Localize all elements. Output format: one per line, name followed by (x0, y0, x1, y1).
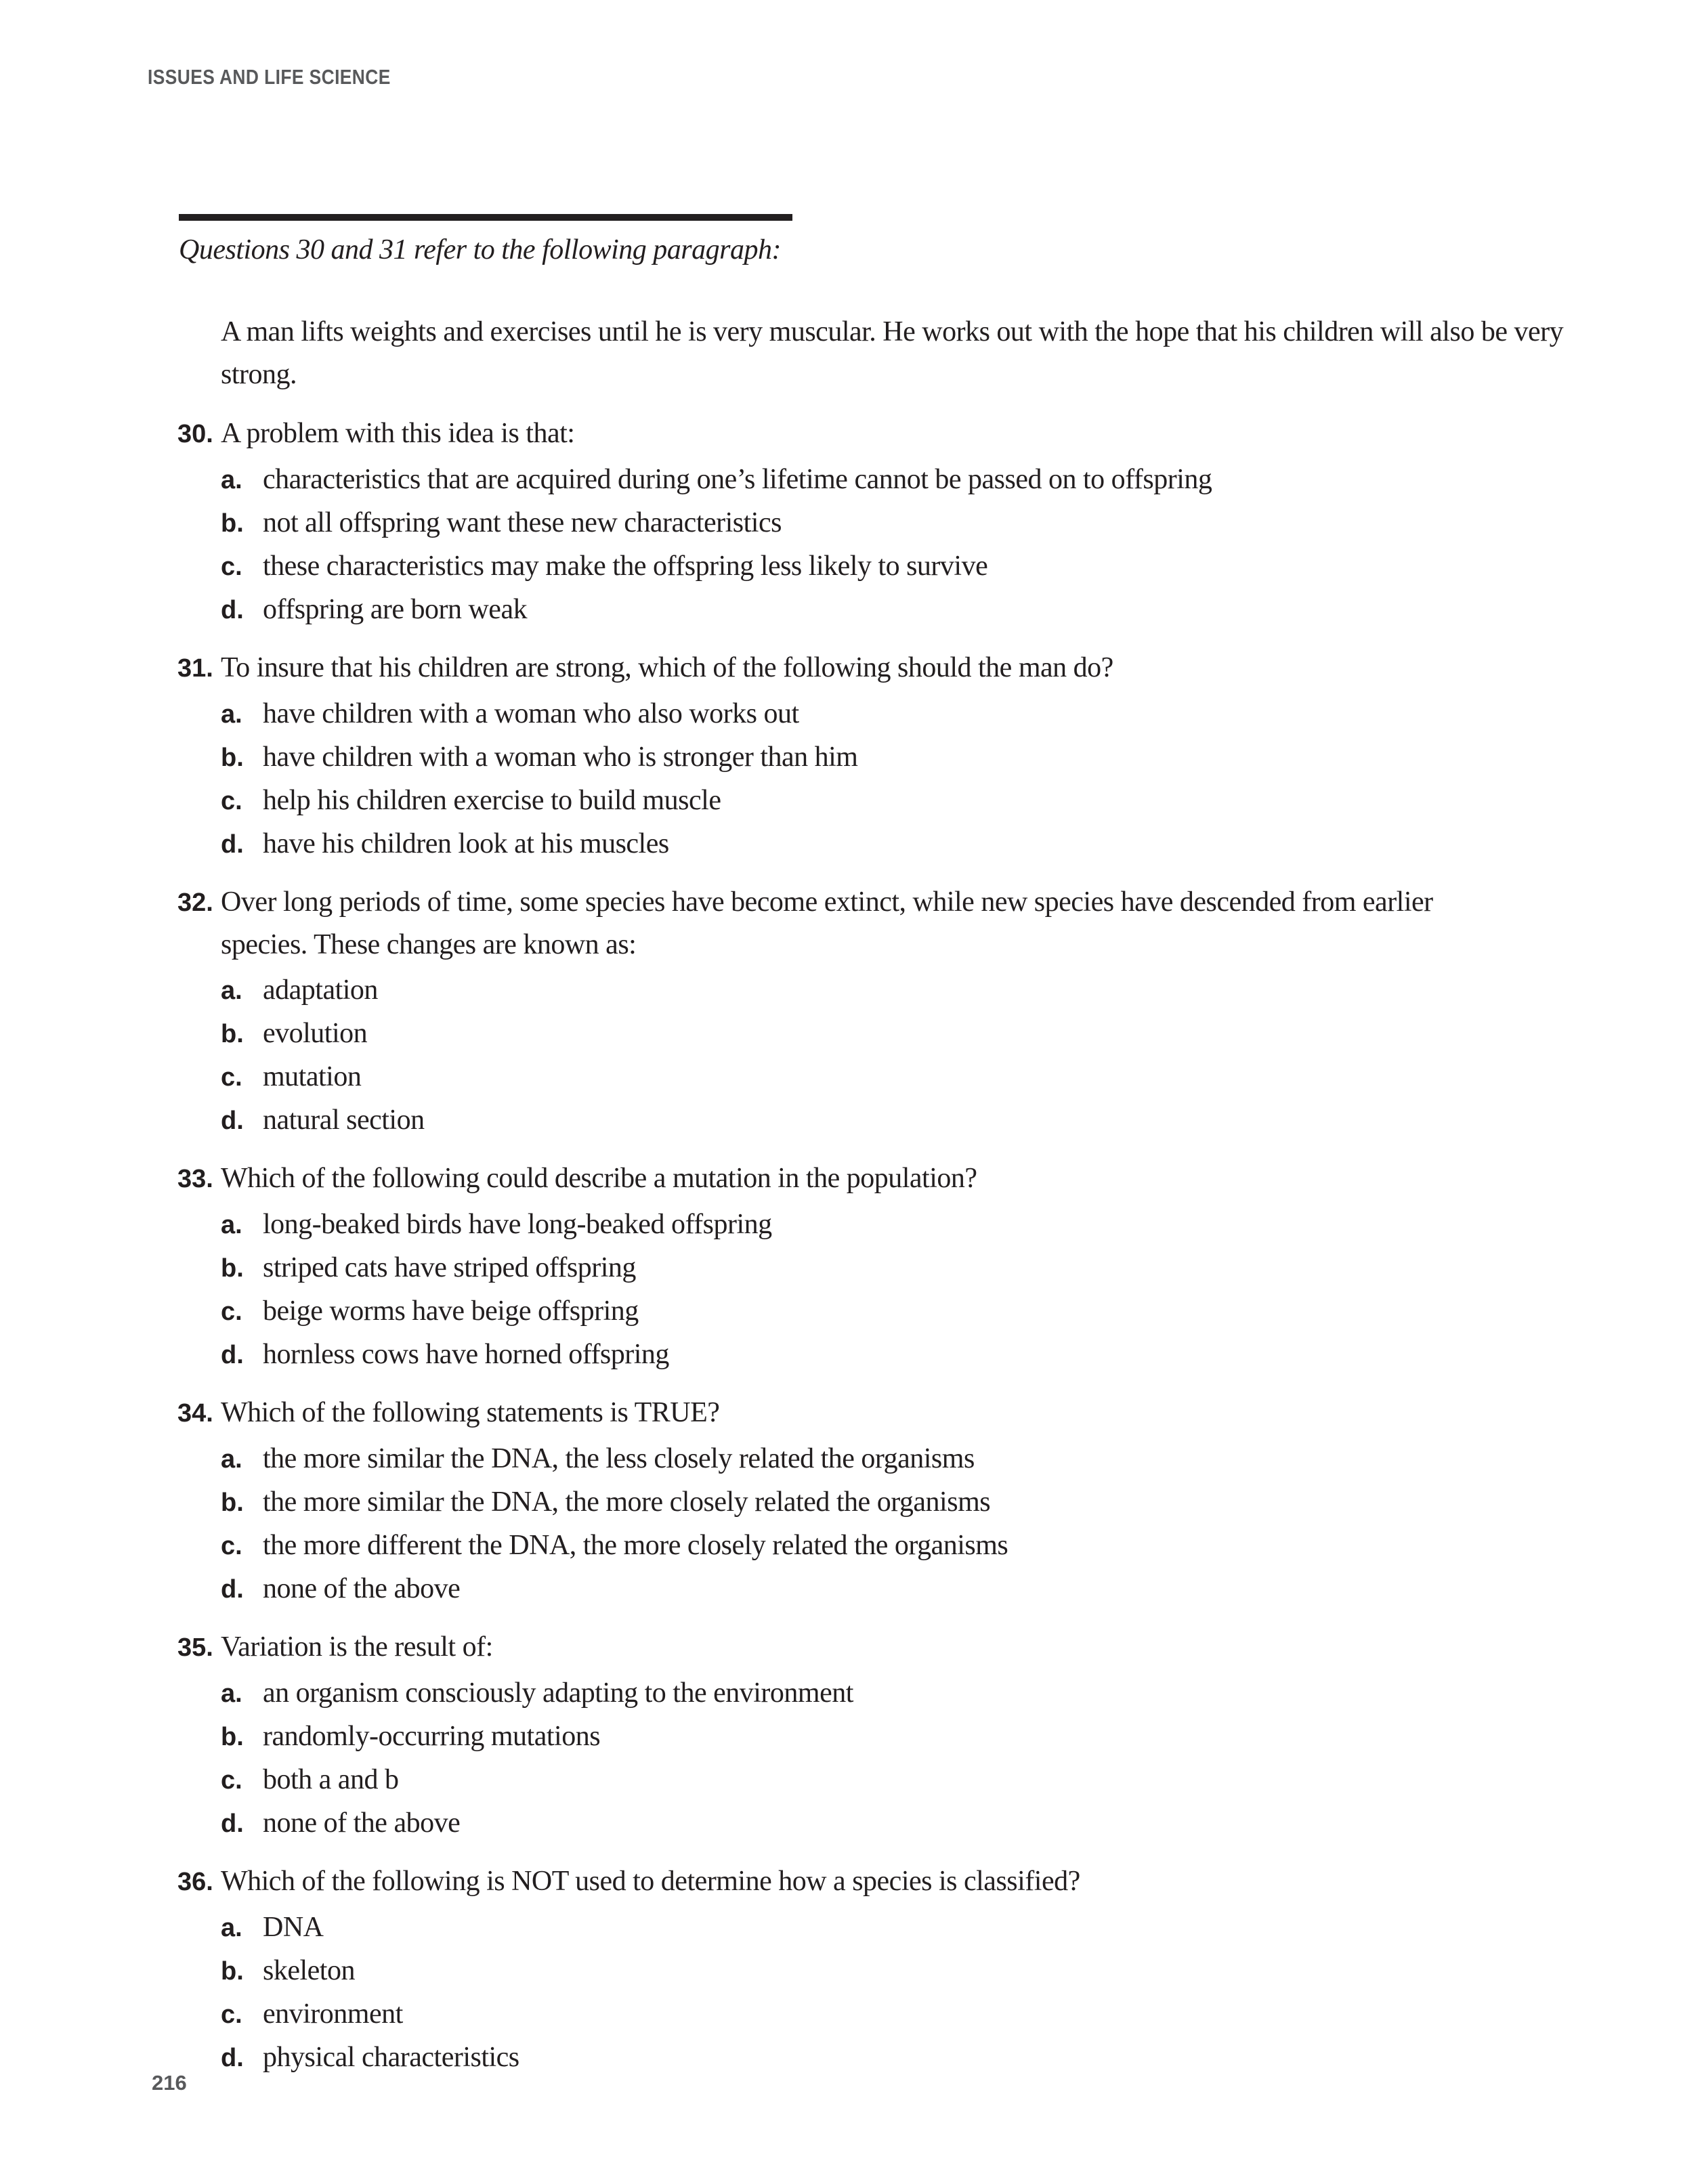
option-text: characteristics that are acquired during one’s lifetime cannot be passed on to offspring (263, 464, 1212, 495)
option-letter: b. (221, 509, 244, 538)
option-letter: b. (221, 744, 244, 772)
option-b (221, 1715, 1525, 1759)
option-d (221, 1333, 1525, 1377)
option-letter: a. (221, 977, 242, 1005)
option-c (221, 1993, 1525, 2036)
option-a (221, 1906, 1525, 1950)
option-b (221, 1012, 1525, 1056)
option-text: the more similar the DNA, the more closely related the organisms (263, 1486, 991, 1518)
option-a (221, 458, 1525, 502)
question-34 (177, 1392, 1525, 1611)
question-text: Over long periods of time, some species have become extinct, while new species have descended from earlier species. These changes are known as: (221, 886, 1433, 960)
option-letter: d. (221, 830, 244, 859)
option-letter: b. (221, 1020, 244, 1048)
question-row (177, 412, 1525, 456)
option-text: both a and b (263, 1764, 399, 1795)
question-text: Variation is the result of: (221, 1631, 493, 1663)
option-text: evolution (263, 1018, 368, 1049)
option-text: an organism consciously adapting to the environment (263, 1677, 853, 1709)
option-letter: c. (221, 787, 242, 815)
question-32 (177, 881, 1525, 1142)
option-text: have children with a woman who is stronger than him (263, 742, 858, 773)
option-text: long-beaked birds have long-beaked offspring (263, 1209, 772, 1240)
option-b (221, 736, 1525, 779)
option-letter: c. (221, 1766, 242, 1795)
option-letter: d. (221, 1810, 244, 1838)
option-letter: c. (221, 1063, 242, 1092)
question-row (177, 647, 1525, 690)
option-text: mutation (263, 1061, 362, 1092)
question-list (177, 412, 1525, 2080)
option-c (221, 545, 1525, 588)
option-d (221, 1568, 1525, 1611)
page-number: 216 (152, 2071, 187, 2095)
option-text: natural section (263, 1105, 425, 1136)
question-number: 33. (177, 1165, 213, 1193)
option-letter: a. (221, 700, 242, 729)
question-33 (177, 1157, 1525, 1377)
question-36 (177, 1860, 1525, 2080)
option-c (221, 1524, 1525, 1568)
option-d (221, 1099, 1525, 1142)
option-letter: c. (221, 553, 242, 581)
option-text: randomly-occurring mutations (263, 1721, 601, 1752)
option-text: the more similar the DNA, the less closely related the organisms (263, 1443, 975, 1474)
option-text: none of the above (263, 1573, 461, 1604)
question-row (177, 1626, 1525, 1669)
option-text: adaptation (263, 975, 378, 1006)
question-text: Which of the following statements is TRUE? (221, 1397, 720, 1428)
option-text: hornless cows have horned offspring (263, 1339, 669, 1370)
question-number: 36. (177, 1868, 213, 1896)
option-letter: c. (221, 2000, 242, 2029)
option-text: help his children exercise to build muscle (263, 785, 721, 816)
option-a (221, 1203, 1525, 1247)
option-letter: b. (221, 1723, 244, 1751)
option-letter: d. (221, 1575, 244, 1604)
option-letter: c. (221, 1298, 242, 1326)
option-text: skeleton (263, 1955, 355, 1986)
option-a (221, 1672, 1525, 1715)
option-a (221, 1438, 1525, 1481)
option-letter: c. (221, 1532, 242, 1560)
option-c (221, 1759, 1525, 1802)
question-35 (177, 1626, 1525, 1845)
option-c (221, 1290, 1525, 1333)
option-b (221, 1247, 1525, 1290)
section-divider-rule (179, 214, 792, 221)
question-row (177, 1157, 1525, 1201)
reference-note: Questions 30 and 31 refer to the following paragraph: (179, 234, 781, 265)
running-header: ISSUES AND LIFE SCIENCE (148, 65, 391, 89)
option-c (221, 779, 1525, 823)
question-number: 35. (177, 1633, 213, 1662)
question-31 (177, 647, 1525, 866)
question-number: 34. (177, 1399, 213, 1428)
option-letter: d. (221, 596, 244, 624)
reading-passage: A man lifts weights and exercises until he is very muscular. He works out with the hope that his children will also be very strong. (221, 316, 1564, 390)
option-text: physical characteristics (263, 2042, 519, 2073)
option-text: have his children look at his muscles (263, 828, 669, 859)
option-text: DNA (263, 1912, 324, 1943)
option-letter: a. (221, 1679, 242, 1708)
option-text: offspring are born weak (263, 594, 528, 625)
option-text: not all offspring want these new characteristics (263, 507, 782, 538)
option-text: these characteristics may make the offspring less likely to survive (263, 551, 988, 582)
option-d (221, 588, 1525, 632)
option-text: beige worms have beige offspring (263, 1296, 639, 1327)
option-d (221, 823, 1525, 866)
option-text: the more different the DNA, the more closely related the organisms (263, 1530, 1008, 1561)
option-b (221, 1481, 1525, 1524)
option-letter: a. (221, 466, 242, 494)
question-text: Which of the following is NOT used to determine how a species is classified? (221, 1866, 1080, 1897)
option-a (221, 693, 1525, 736)
page-content (177, 214, 1564, 2080)
option-text: environment (263, 1998, 403, 2030)
question-number: 30. (177, 420, 213, 448)
option-letter: b. (221, 1489, 244, 1517)
option-letter: a. (221, 1211, 242, 1239)
option-d (221, 2036, 1525, 2080)
question-30 (177, 412, 1525, 632)
question-text: To insure that his children are strong, which of the following should the man do? (221, 652, 1113, 683)
question-row (177, 881, 1525, 966)
option-letter: b. (221, 1957, 244, 1986)
option-b (221, 502, 1525, 545)
option-letter: b. (221, 1254, 244, 1283)
option-text: striped cats have striped offspring (263, 1252, 636, 1283)
question-text: Which of the following could describe a mutation in the population? (221, 1163, 977, 1194)
option-letter: a. (221, 1914, 242, 1942)
option-letter: d. (221, 2044, 244, 2072)
option-letter: d. (221, 1107, 244, 1135)
option-text: have children with a woman who also works out (263, 698, 799, 729)
option-a (221, 969, 1525, 1012)
option-text: none of the above (263, 1807, 461, 1839)
option-c (221, 1056, 1525, 1099)
question-number: 31. (177, 654, 213, 683)
option-d (221, 1802, 1525, 1845)
option-b (221, 1950, 1525, 1993)
question-row (177, 1392, 1525, 1435)
question-number: 32. (177, 888, 213, 917)
question-row (177, 1860, 1525, 1904)
option-letter: d. (221, 1341, 244, 1369)
option-letter: a. (221, 1445, 242, 1474)
question-text: A problem with this idea is that: (221, 418, 575, 449)
